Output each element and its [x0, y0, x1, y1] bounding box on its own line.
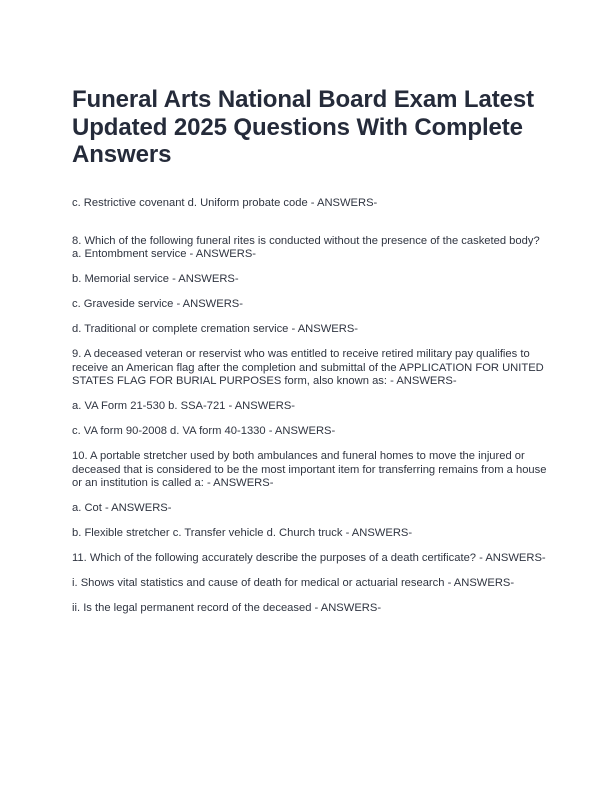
- answer-option-text: ii. Is the legal permanent record of the deceased - ANSWERS-: [72, 601, 382, 614]
- answer-option-text: a. VA Form 21-530 b. SSA-721 - ANSWERS-: [72, 400, 296, 413]
- question-11-text: 11. Which of the following accurately describe the purposes of a death certificate? - ANSWERS-: [72, 551, 546, 564]
- answer-option-text: a. Cot - ANSWERS-: [72, 501, 172, 514]
- answer-option-text: b. Memorial service - ANSWERS-: [72, 273, 239, 286]
- answer-option-text: d. Traditional or complete cremation service - ANSWERS-: [72, 323, 359, 336]
- document-title: Funeral Arts National Board Exam Latest Updated 2025 Questions With Complete Answers: [72, 86, 534, 168]
- question-9-text: 9. A deceased veteran or reservist who was entitled to receive retired military pay qualifies to receive an American flag after the completion and submittal of the APPLICATION FOR UNITED STATES FLAG FOR BURIAL PURPOSES form, also known as: - ANSWERS-: [72, 348, 544, 388]
- answer-option-text: i. Shows vital statistics and cause of death for medical or actuarial research - ANSWERS-: [72, 576, 515, 589]
- question-8-text: 8. Which of the following funeral rites is conducted without the presence of the casketed body? a. Entombment service - ANSWERS-: [72, 234, 540, 261]
- answer-option-text: c. Graveside service - ANSWERS-: [72, 298, 243, 311]
- question-10-text: 10. A portable stretcher used by both ambulances and funeral homes to move the injured or deceased that is considered to be the most important item for transferring remains from a house or an institution is called a: - ANSWERS-: [72, 450, 547, 489]
- answer-option-text: c. VA form 90-2008 d. VA form 40-1330 - ANSWERS-: [72, 425, 336, 438]
- answer-option-text: c. Restrictive covenant d. Uniform probate code - ANSWERS-: [72, 197, 378, 209]
- answer-option-text: b. Flexible stretcher c. Transfer vehicle d. Church truck - ANSWERS-: [72, 526, 413, 539]
- document-body: [72, 197, 550, 627]
